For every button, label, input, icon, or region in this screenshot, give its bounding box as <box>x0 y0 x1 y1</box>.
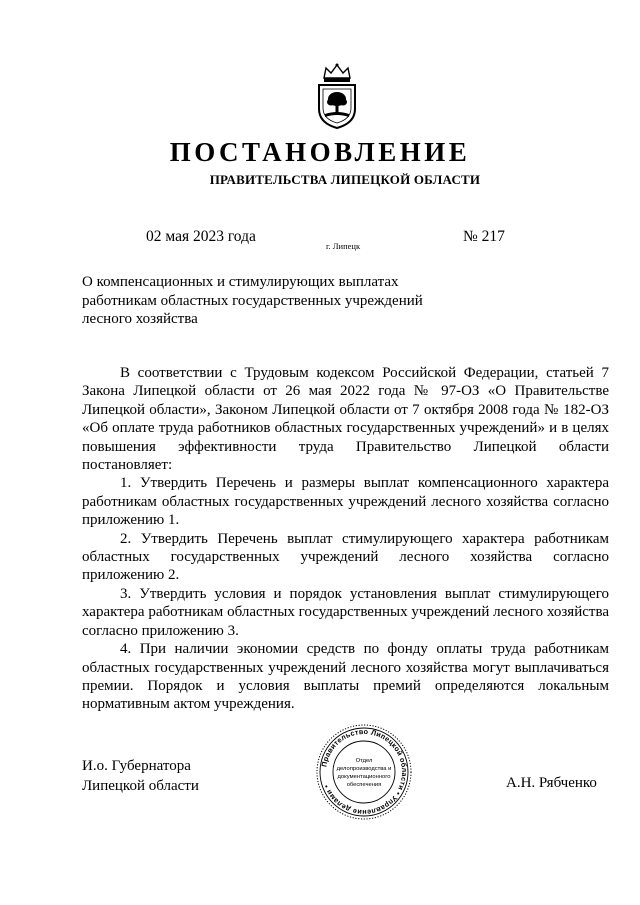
document-body <box>82 364 609 714</box>
heading-line: работникам областных государственных учреждений <box>82 292 423 309</box>
signatory-title-line: Липецкой области <box>82 778 199 794</box>
clause-paragraph: 2. Утвердить Перечень выплат стимулирующего характера работникам областных государственных учреждений лесного хозяйства согласно приложению 2. <box>82 530 609 584</box>
document-number: № 217 <box>463 228 505 245</box>
document-title: ПОСТАНОВЛЕНИЕ <box>169 137 471 167</box>
coat-of-arms-icon <box>316 62 358 130</box>
official-stamp <box>314 722 414 822</box>
document-subtitle: ПРАВИТЕЛЬСТВА ЛИПЕЦКОЙ ОБЛАСТИ <box>209 172 481 187</box>
stamp-center-line: обеспечения <box>346 782 382 788</box>
stamp-center-line: делопроизводства и <box>336 766 392 772</box>
clause-paragraph: 1. Утвердить Перечень и размеры выплат компенсационного характера работникам областных государственных учреждений лесного хозяйства согласно приложению 1. <box>82 475 609 529</box>
signatory-name: А.Н. Рябченко <box>506 775 597 791</box>
stamp-center-line: документационного <box>337 774 391 780</box>
document-heading <box>82 273 442 329</box>
signatory-title-line: И.о. Губернатора <box>82 758 191 774</box>
heading-line: лесного хозяйства <box>82 311 198 327</box>
clause-paragraph: 3. Утвердить условия и порядок установления выплат стимулирующего характера работникам областных государственных учреждений лесного хозяйства согласно приложению 3. <box>82 585 609 639</box>
document-date: 02 мая 2023 года <box>146 228 256 245</box>
document-place: г. Липецк <box>326 241 361 251</box>
signatory-title <box>82 756 199 796</box>
stamp-center-line: Отдел <box>355 758 373 764</box>
heading-line: О компенсационных и стимулирующих выплатах <box>82 274 399 290</box>
stamp-ring-text: Правительство Липецкой области • Управление делами • <box>319 726 410 818</box>
clause-paragraph: 4. При наличии экономии средств по фонду оплаты труда работникам областных государственных учреждений лесного хозяйства могут выплачиваться премии. Порядок и условия выплаты премий определяются локальным нормативным актом учреждения. <box>82 641 609 713</box>
preamble-paragraph: В соответствии с Трудовым кодексом Российской Федерации, статьей 7 Закона Липецкой области от 26 мая 2022 года № 97-ОЗ «О Правительстве Липецкой области», Законом Липецкой области от 7 октября 2008 года № 182-ОЗ «Об оплате труда работников областных государственных учреждений» и в целях повышения эффективности труда Правительство Липецкой области постановляет: <box>82 365 609 474</box>
